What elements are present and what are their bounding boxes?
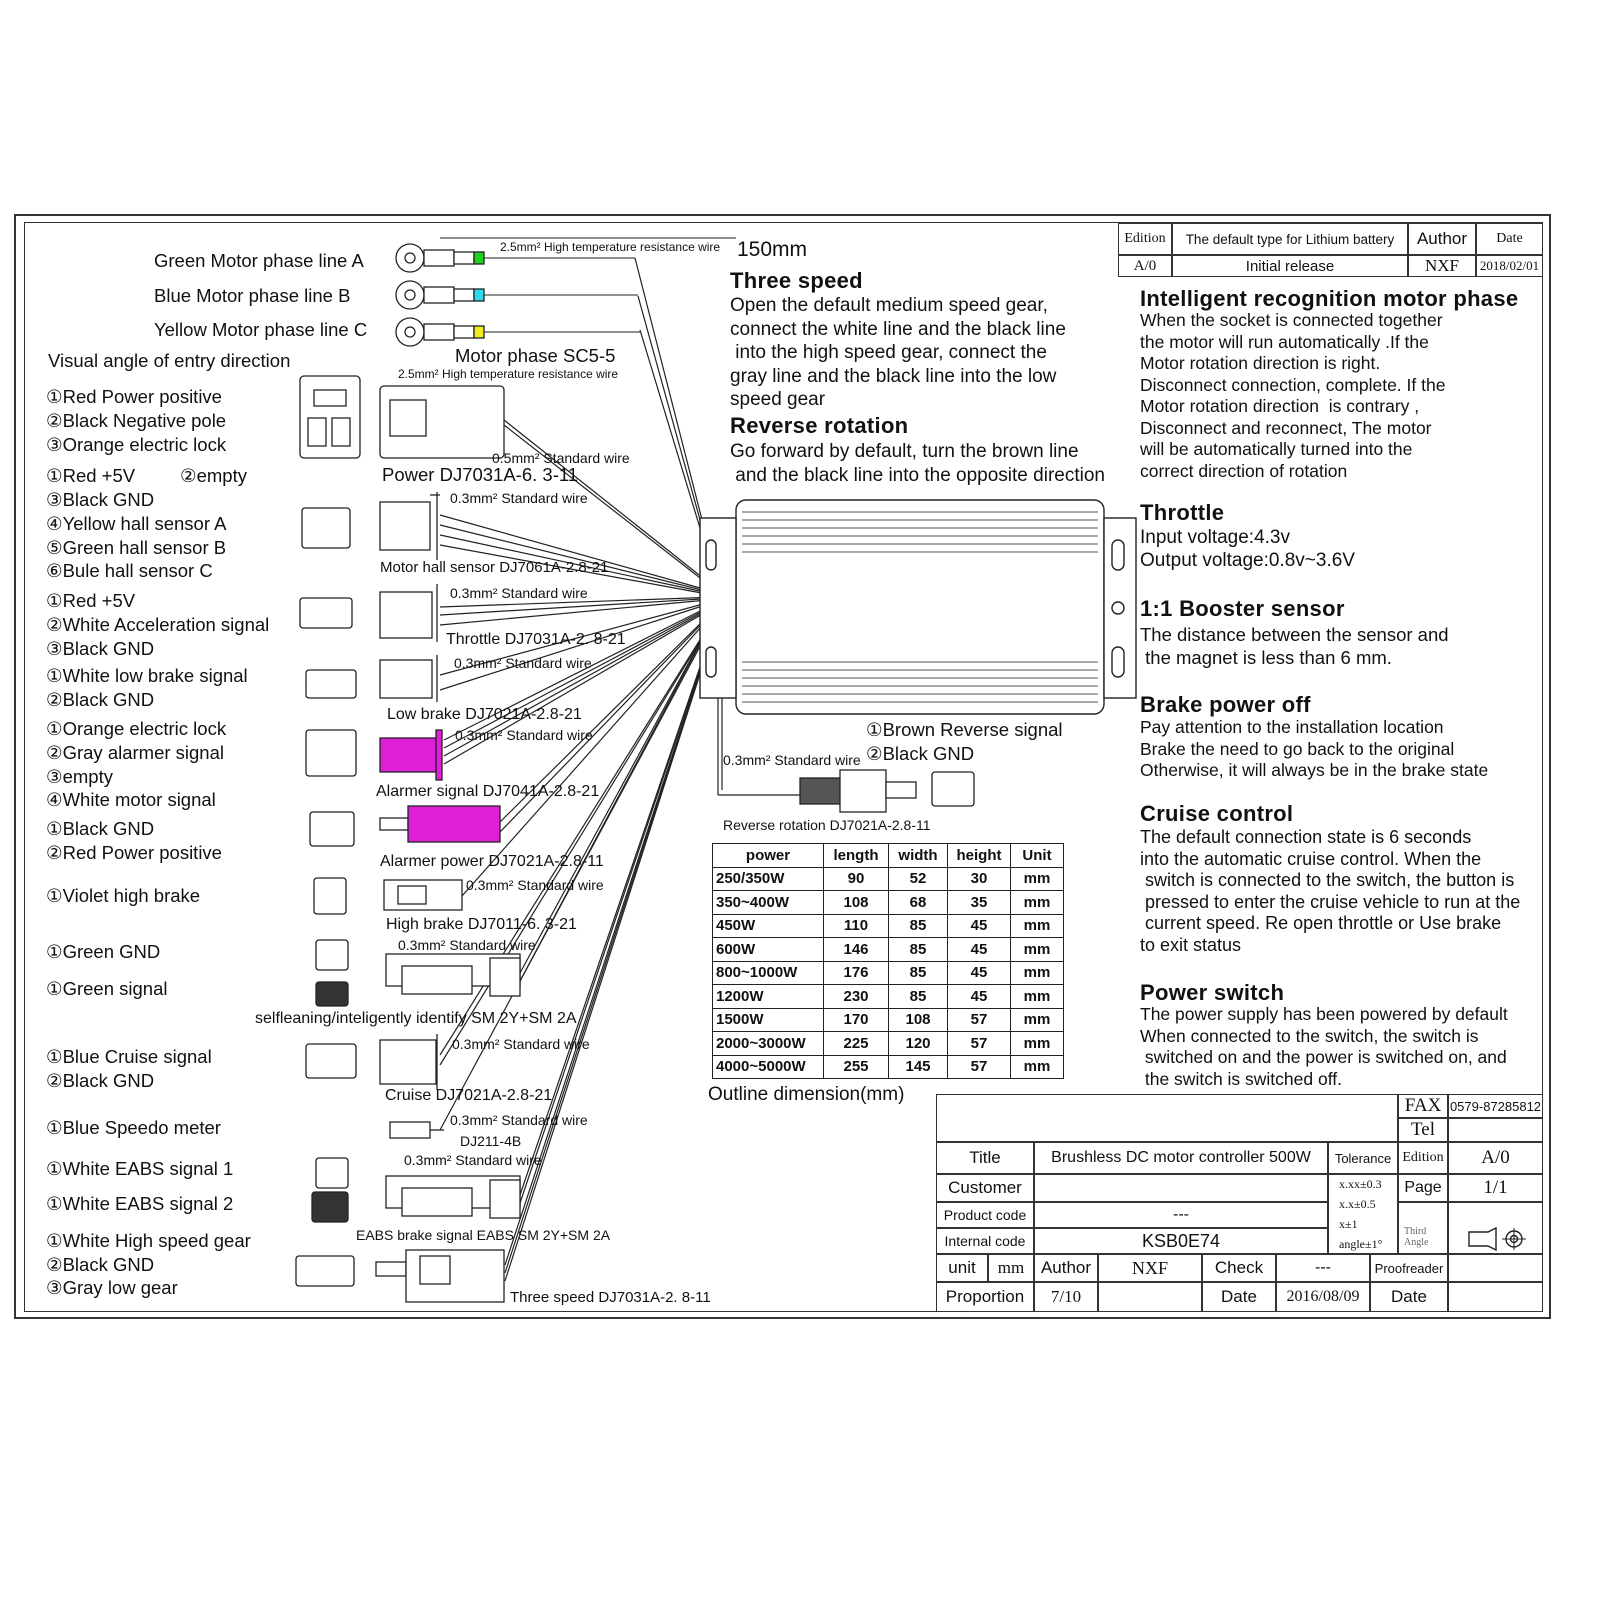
alarmer-connector-name: Alarmer signal DJ7041A-2.8-21 (376, 783, 600, 800)
dimension-cell: 85 (889, 961, 948, 985)
dimension-row (713, 1008, 1064, 1032)
internal-code-value: KSB0E74 (1034, 1228, 1328, 1254)
dimension-cell: 108 (889, 1008, 948, 1032)
power-pin-2: ②Black Negative pole (46, 410, 227, 431)
alarmer-power-pin-2: ②Red Power positive (46, 842, 222, 863)
cruise-pin-1: ①Blue Cruise signal (46, 1046, 212, 1067)
reverse-rotation-title: Reverse rotation (730, 413, 909, 438)
high-brake-wire-label: 0.3mm² Standard wire (466, 877, 604, 893)
third-angle-label: Third Angle (1404, 1226, 1429, 1248)
power-wire-label: 0.5mm² Standard wire (492, 450, 630, 466)
proportion-blank (1098, 1282, 1202, 1312)
motor-phase-connector-name: Motor phase SC5-5 (455, 345, 616, 366)
tolerance-label: Tolerance (1328, 1142, 1398, 1174)
dimension-row (713, 1055, 1064, 1079)
tolerance-values (1328, 1174, 1398, 1254)
dimension-cell: 225 (824, 1032, 889, 1056)
three-speed-connector-name: Three speed DJ7031A-2. 8-11 (510, 1289, 711, 1306)
edition-value: A/0 (1448, 1142, 1543, 1174)
eabs-pin-2: ①White EABS signal 2 (46, 1193, 234, 1214)
title-value: Brushless DC motor controller 500W (1034, 1142, 1328, 1174)
note-text-2: The distance between the sensor and the magnet is less than 6 mm. (1140, 624, 1449, 668)
dimension-row (713, 914, 1064, 938)
page-label: Page (1398, 1174, 1448, 1202)
dimension-cell: 45 (948, 961, 1011, 985)
note-text-5: The power supply has been powered by default When connected to the switch, the switch is switched on and the power is switched on, and the switch is switched off. (1140, 1004, 1508, 1089)
self-learning-connector-name: selfleaning/inteligently identify SM 2Y+SM 2A (255, 1010, 577, 1027)
dimension-cell: 800~1000W (713, 961, 824, 985)
date-label-2: Date (1370, 1282, 1448, 1312)
dimension-cell: mm (1011, 985, 1064, 1009)
alarmer-wire-label: 0.3mm² Standard wire (455, 727, 593, 743)
dimension-cell: 108 (824, 891, 889, 915)
tel-value (1448, 1118, 1543, 1142)
note-title-5: Power switch (1140, 980, 1285, 1005)
product-code-label: Product code (936, 1202, 1034, 1228)
dimension-row (713, 891, 1064, 915)
date-label: Date (1202, 1282, 1276, 1312)
low-brake-pin-2: ②Black GND (46, 689, 155, 710)
dimension-cell: 146 (824, 938, 889, 962)
dimension-cell: 45 (948, 985, 1011, 1009)
note-title-1: Throttle (1140, 500, 1225, 525)
three-speed-pin-2: ②Black GND (46, 1254, 155, 1275)
motor-phase-line-a: Green Motor phase line A (154, 250, 364, 271)
throttle-pin-2: ②White Acceleration signal (46, 614, 270, 635)
proportion-value: 7/10 (1034, 1282, 1098, 1312)
eabs-connector-name: EABS brake signal EABS SM 2Y+SM 2A (356, 1227, 611, 1243)
dimension-cell: mm (1011, 1032, 1064, 1056)
dimension-cell: 170 (824, 1008, 889, 1032)
dimension-header-cell: length (824, 844, 889, 868)
dimension-cell: 57 (948, 1055, 1011, 1079)
dimension-cell: 68 (889, 891, 948, 915)
header-edition-value: A/0 (1118, 255, 1172, 277)
fax-label: FAX (1398, 1094, 1448, 1118)
speedo-connector-name: DJ211-4B (460, 1133, 522, 1149)
dimension-cell: 1200W (713, 985, 824, 1009)
dimension-cell: 85 (889, 938, 948, 962)
dimension-cell: 85 (889, 985, 948, 1009)
motor-phase-line-b: Blue Motor phase line B (154, 285, 351, 306)
three-speed-pin-1: ①White High speed gear (46, 1230, 251, 1251)
dimension-row (713, 1032, 1064, 1056)
hall-pin-2: ②empty (180, 465, 247, 486)
note-text-1: Input voltage:4.3v Output voltage:0.8v~3.6V (1140, 527, 1355, 571)
dimension-cell: 120 (889, 1032, 948, 1056)
dimension-header-cell: height (948, 844, 1011, 868)
throttle-pin-1: ①Red +5V (46, 590, 136, 611)
dimension-cell: 2000~3000W (713, 1032, 824, 1056)
dimension-cell: 145 (889, 1055, 948, 1079)
header-edition-desc: The default type for Lithium battery (1172, 223, 1408, 255)
dimension-row (713, 938, 1064, 962)
speedo-pin-1: ①Blue Speedo meter (46, 1117, 221, 1138)
product-code-value: --- (1034, 1202, 1328, 1228)
note-title-0: Intelligent recognition motor phase (1140, 286, 1519, 311)
self-learning-wire-label: 0.3mm² Standard wire (398, 937, 536, 953)
high-brake-connector-name: High brake DJ7011-6. 3-21 (386, 916, 577, 933)
dimension-cell: 255 (824, 1055, 889, 1079)
title-label: Title (936, 1142, 1034, 1174)
alarmer-pin-3: ③empty (46, 766, 113, 787)
dimension-table-header (713, 844, 1064, 868)
speedo-wire-label: 0.3mm² Standard wire (450, 1112, 588, 1128)
low-brake-wire-label: 0.3mm² Standard wire (454, 655, 592, 671)
eabs-wire-label: 0.3mm² Standard wire (404, 1152, 542, 1168)
tolerance-4: angle±1° (1339, 1237, 1383, 1251)
projection-symbol-icon (1466, 1226, 1530, 1252)
dimension-cell: 30 (948, 867, 1011, 891)
dimension-150: 150mm (737, 238, 808, 261)
hall-pin-6: ⑥Bule hall sensor C (46, 560, 213, 581)
dimension-cell: 230 (824, 985, 889, 1009)
note-text-0: When the socket is connected together the motor will run automatically .If the Motor rotation direction is right. Disconnect connection, complete. If the Motor rotation direction is contrary , Disconnect and reconnect, The motor will be automatically turned into the correct direction of rotation (1140, 310, 1446, 481)
title-block-blank (936, 1094, 1398, 1142)
note-title-3: Brake power off (1140, 692, 1311, 717)
check-label: Check (1202, 1254, 1276, 1282)
reverse-pin-2: ②Black GND (866, 743, 975, 764)
check-value: --- (1276, 1254, 1370, 1282)
dimension-table-caption: Outline dimension(mm) (708, 1084, 905, 1105)
date-value-2 (1448, 1282, 1543, 1312)
proofreader-label: Proofreader (1370, 1254, 1448, 1282)
throttle-pin-3: ③Black GND (46, 638, 155, 659)
author-value: NXF (1098, 1254, 1202, 1282)
eabs-pin-1: ①White EABS signal 1 (46, 1158, 234, 1179)
internal-code-label: Internal code (936, 1228, 1034, 1254)
page-value: 1/1 (1448, 1174, 1543, 1202)
dimension-cell: mm (1011, 914, 1064, 938)
visual-angle-label: Visual angle of entry direction (48, 350, 291, 371)
self-learning-pin-1: ①Green GND (46, 941, 161, 962)
alarmer-pin-1: ①Orange electric lock (46, 718, 227, 739)
self-learning-pin-2: ①Green signal (46, 978, 168, 999)
motor-phase-line-c: Yellow Motor phase line C (154, 319, 368, 340)
dimension-header-cell: power (713, 844, 824, 868)
low-brake-pin-1: ①White low brake signal (46, 665, 248, 686)
dimension-header-cell: width (889, 844, 948, 868)
power-top-wire-label: 2.5mm² High temperature resistance wire (398, 367, 619, 381)
dimension-cell: 350~400W (713, 891, 824, 915)
header-author-label: Author (1408, 223, 1476, 255)
dimension-cell: 600W (713, 938, 824, 962)
dimension-row (713, 985, 1064, 1009)
note-text-3: Pay attention to the installation location Brake the need to go back to the original Otherwise, it will always be in the brake state (1140, 717, 1489, 780)
tolerance-1: x.xx±0.3 (1339, 1177, 1382, 1191)
dimension-cell: 52 (889, 867, 948, 891)
alarmer-pin-2: ②Gray alarmer signal (46, 742, 224, 763)
customer-label: Customer (936, 1174, 1034, 1202)
dimension-table-body (713, 867, 1064, 1079)
proportion-label: Proportion (936, 1282, 1034, 1312)
proofreader-value (1448, 1254, 1543, 1282)
hall-pin-5: ⑤Green hall sensor B (46, 537, 227, 558)
cruise-wire-label: 0.3mm² Standard wire (452, 1036, 590, 1052)
dimension-cell: 85 (889, 914, 948, 938)
header-release: Initial release (1172, 255, 1408, 277)
dimension-cell: 176 (824, 961, 889, 985)
hall-pin-4: ④Yellow hall sensor A (46, 513, 227, 534)
hall-connector-name: Motor hall sensor DJ7061A-2.8-21 (380, 559, 609, 576)
dimension-table (712, 843, 1064, 1079)
dimension-cell: 250/350W (713, 867, 824, 891)
cruise-pin-2: ②Black GND (46, 1070, 155, 1091)
low-brake-connector-name: Low brake DJ7021A-2.8-21 (387, 706, 582, 723)
tolerance-3: x±1 (1339, 1217, 1358, 1231)
dimension-cell: 4000~5000W (713, 1055, 824, 1079)
note-text-4: The default connection state is 6 seconds into the automatic cruise control. When the switch is connected to the switch, the button is pressed to enter the cruise vehicle to run at the current speed. Re open throttle or Use brake to exit status (1140, 827, 1521, 955)
reverse-wire-label: 0.3mm² Standard wire (723, 752, 861, 768)
dimension-cell: 45 (948, 938, 1011, 962)
customer-value (1034, 1174, 1328, 1202)
throttle-wire-label: 0.3mm² Standard wire (450, 585, 588, 601)
header-edition-label: Edition (1118, 223, 1172, 255)
dimension-row (713, 961, 1064, 985)
hall-pin-1: ①Red +5V (46, 465, 136, 486)
dimension-cell: mm (1011, 1055, 1064, 1079)
cruise-connector-name: Cruise DJ7021A-2.8-21 (385, 1087, 553, 1104)
dimension-row (713, 867, 1064, 891)
dimension-cell: mm (1011, 891, 1064, 915)
alarmer-power-pin-1: ①Black GND (46, 818, 155, 839)
three-speed-pin-3: ③Gray low gear (46, 1277, 178, 1298)
hall-pin-3: ③Black GND (46, 489, 155, 510)
dimension-cell: mm (1011, 867, 1064, 891)
dimension-cell: mm (1011, 961, 1064, 985)
alarmer-pin-4: ④White motor signal (46, 789, 216, 810)
header-author-value: NXF (1408, 255, 1476, 277)
note-title-2: 1:1 Booster sensor (1140, 596, 1345, 621)
date-value: 2016/08/09 (1276, 1282, 1370, 1312)
dimension-cell: 35 (948, 891, 1011, 915)
dimension-header-cell: Unit (1011, 844, 1064, 868)
unit-label: unit (936, 1254, 988, 1282)
header-date-value: 2018/02/01 (1476, 255, 1543, 277)
fax-value: 0579-87285812 (1448, 1094, 1543, 1118)
dimension-cell: mm (1011, 938, 1064, 962)
note-title-4: Cruise control (1140, 801, 1294, 826)
reverse-connector-name: Reverse rotation DJ7021A-2.8-11 (723, 817, 931, 833)
dimension-cell: 450W (713, 914, 824, 938)
author-label: Author (1034, 1254, 1098, 1282)
dimension-cell: 57 (948, 1032, 1011, 1056)
dimension-cell: mm (1011, 1008, 1064, 1032)
reverse-pin-1: ①Brown Reverse signal (866, 719, 1063, 740)
tel-label: Tel (1398, 1118, 1448, 1142)
dimension-cell: 45 (948, 914, 1011, 938)
dimension-cell: 110 (824, 914, 889, 938)
alarmer-power-connector-name: Alarmer power DJ7021A-2.8-11 (380, 853, 604, 870)
reverse-rotation-text: Go forward by default, turn the brown line and the black line into the opposite direction (730, 441, 1105, 486)
three-speed-text: Open the default medium speed gear, connect the white line and the black line into the high speed gear, connect the gray line and the black line into the low speed gear (730, 295, 1066, 411)
three-speed-title: Three speed (730, 268, 863, 293)
dimension-cell: 1500W (713, 1008, 824, 1032)
dimension-cell: 57 (948, 1008, 1011, 1032)
high-brake-pin-1: ①Violet high brake (46, 885, 201, 906)
power-pin-1: ①Red Power positive (46, 386, 222, 407)
header-date-label: Date (1476, 223, 1543, 255)
dimension-cell: 90 (824, 867, 889, 891)
edition-label: Edition (1398, 1142, 1448, 1174)
power-pin-3: ③Orange electric lock (46, 434, 227, 455)
hall-wire-label: 0.3mm² Standard wire (450, 490, 588, 506)
throttle-connector-name: Throttle DJ7031A-2. 8-21 (446, 631, 626, 648)
unit-value: mm (988, 1254, 1034, 1282)
tolerance-2: x.x±0.5 (1339, 1197, 1376, 1211)
power-connector-name: Power DJ7031A-6. 3-11 (382, 464, 579, 485)
motor-phase-wire-label: 2.5mm² High temperature resistance wire (500, 240, 721, 254)
